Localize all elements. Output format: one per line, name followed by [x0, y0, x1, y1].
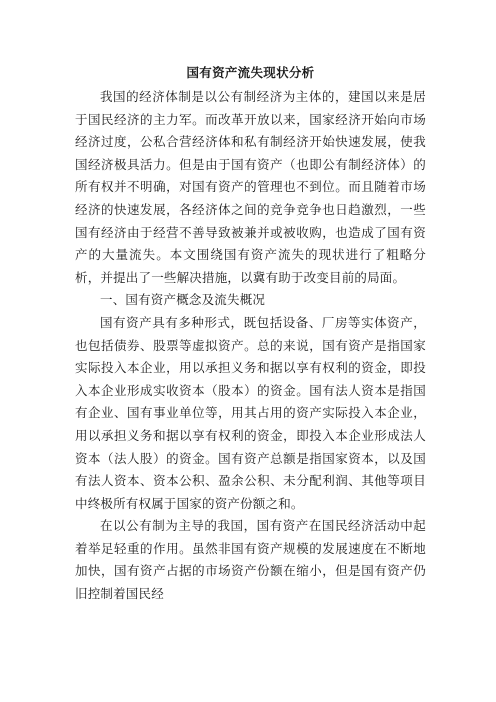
section-heading-1: 一、国有资产概念及流失概况 [100, 292, 266, 308]
intro-paragraph: 我国的经济体制是以公有制经济为主体的，建国以来是居于国民经济的主力军。而改革开放以来，国家经济开始向市场经济过度，公私合营经济体和私有制经济开始快速发展，使我国经济极具活力。但是由于国有资产（也即公有制经济体）的所有权并不明确，对国有资产的管理也不到位。而且随着市场经济的快速发展，各经济体之间的竞争竞争也日趋激烈，一些国有经济由于经营不善导致被兼并或被收购，也造成了国有资产的大量流失。本文围绕国有资产流失的现状进行了粗略分析，并提出了一些解决措施，以冀有助于改变目前的局面。 [75, 89, 426, 285]
definition-paragraph: 国有资产具有多种形式，既包括设备、厂房等实体资产，也包括债券、股票等虚拟资产。总的来说，国有资产是指国家实际投入本企业，用以承担义务和据以享有权利的资金，即投入本企业形成实收资本（股本）的资金。国有法人资本是指国有企业、国有事业单位等，用其占用的资产实际投入本企业，用以承担义务和据以享有权利的资金，即投入本企业形成法人资本（法人股）的资金。国有资产总额是指国家资本，以及国有法人资本、资本公积、盈余公积、未分配利润、其他等项目中终极所有权属于国家的资产份额之和。 [75, 314, 426, 511]
document-title: 国有资产流失现状分析 [186, 65, 315, 80]
role-paragraph: 在以公有制为主导的我国，国有资产在国民经济活动中起着举足轻重的作用。虽然非国有资产规模的发展速度在不断地加快，国有资产占据的市场资产份额在缩小，但是国有资产仍旧控制着国民经 [75, 518, 426, 602]
